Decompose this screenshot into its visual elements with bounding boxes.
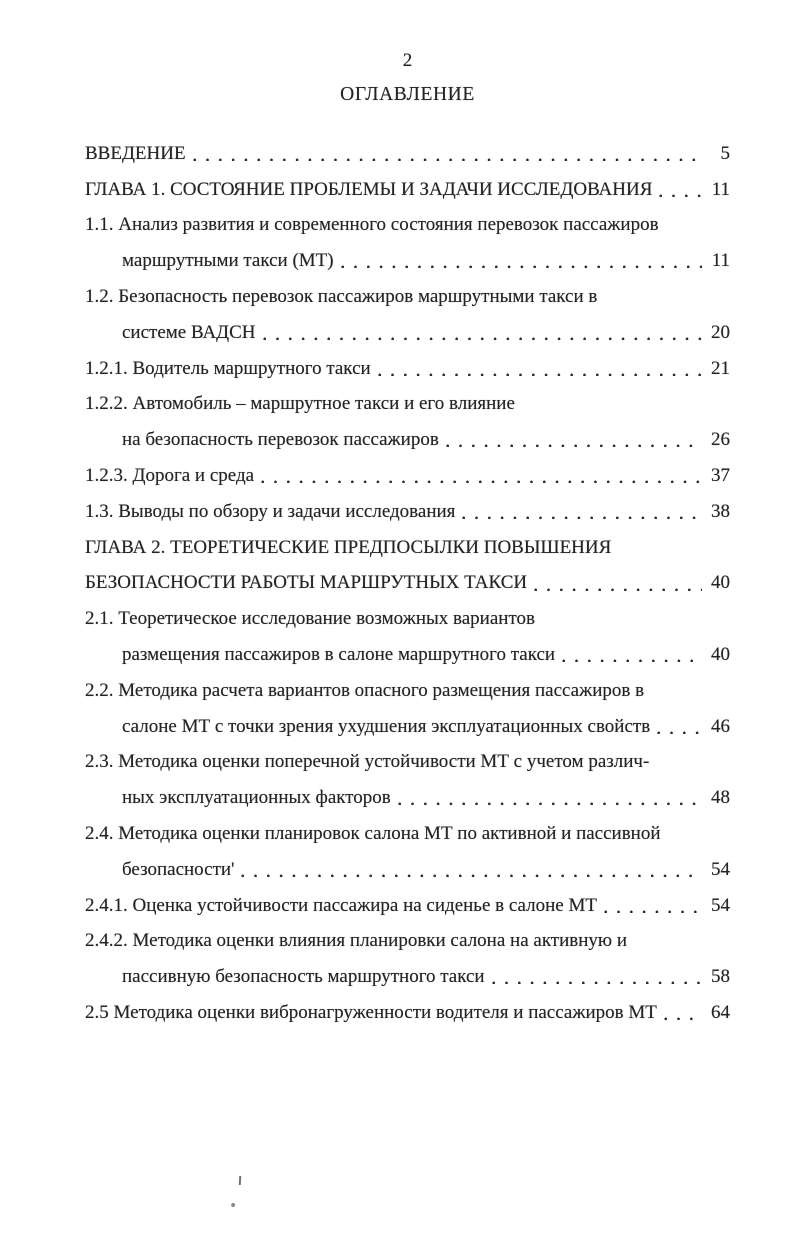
- toc-entry: [85, 387, 730, 423]
- toc-entry-text: 1.2.2. Автомобиль – маршрутное такси и его влияние: [85, 393, 515, 415]
- toc-entry: [85, 745, 730, 781]
- toc-entry-text: маршрутными такси (МТ): [122, 250, 334, 272]
- toc-leader-dots: [492, 959, 702, 995]
- toc-page-number: 20: [711, 321, 730, 343]
- toc-leader-dots: [664, 995, 702, 1031]
- scan-artifact: [230, 1202, 235, 1207]
- toc-entry: [85, 601, 730, 637]
- document-title: ОГЛАВЛЕНИЕ: [340, 84, 475, 105]
- toc-entry: [85, 494, 730, 530]
- toc-entry: [85, 530, 730, 566]
- toc-leader-dots: [462, 494, 702, 530]
- toc-entry: [85, 566, 730, 602]
- toc-entry: [85, 673, 730, 709]
- toc-entry: [85, 995, 730, 1031]
- toc-entry: [85, 709, 730, 745]
- page-number: 2: [402, 50, 413, 71]
- toc-entry-text: 1.2.1. Водитель маршрутного такси: [85, 357, 371, 379]
- toc-entry: [85, 637, 730, 673]
- toc-entry: [85, 351, 730, 387]
- toc-entry: [85, 924, 730, 960]
- toc-page-number: 11: [711, 178, 730, 200]
- toc-entry: [85, 315, 730, 351]
- toc-entry-text: размещения пассажиров в салоне маршрутного такси: [122, 644, 556, 666]
- toc-entry: [85, 422, 730, 458]
- toc-entry-text: 2.4. Методика оценки планировок салона МТ по активной и пассивной: [85, 823, 661, 845]
- toc-entry-text: 2.2. Методика расчета вариантов опасного размещения пассажиров в: [85, 679, 645, 701]
- toc-page-number: 5: [720, 142, 730, 164]
- toc-entry: [85, 243, 730, 279]
- toc-page-number: 54: [711, 894, 730, 916]
- toc-entry-text: 1.1. Анализ развития и современного состояния перевозок пассажиров: [85, 214, 659, 236]
- toc-entry-text: системе ВАДСН: [122, 321, 256, 343]
- toc-page-number: 38: [711, 500, 730, 522]
- toc-entry: [85, 136, 730, 172]
- toc-page-number: 40: [711, 644, 730, 666]
- toc-entry-text: ГЛАВА 1. СОСТОЯНИЕ ПРОБЛЕМЫ И ЗАДАЧИ ИССЛЕДОВАНИЯ: [85, 178, 653, 200]
- toc-entry-text: безопасности': [122, 858, 235, 880]
- toc-leader-dots: [657, 709, 702, 745]
- toc-entry: [85, 816, 730, 852]
- toc-page-number: 37: [711, 465, 730, 487]
- toc-entry-text: 2.1. Теоретическое исследование возможных вариантов: [85, 608, 535, 630]
- toc-entry-text: 1.2. Безопасность перевозок пассажиров маршрутными такси в: [85, 286, 598, 308]
- toc-leader-dots: [398, 780, 702, 816]
- toc-entry-text: БЕЗОПАСНОСТИ РАБОТЫ МАРШРУТНЫХ ТАКСИ: [85, 572, 528, 594]
- toc-leader-dots: [659, 172, 702, 208]
- toc-entry-text: 2.4.2. Методика оценки влияния планировки салона на активную и: [85, 930, 628, 952]
- toc-entry-text: пассивную безопасность маршрутного такси: [122, 966, 485, 988]
- toc-page-number: 40: [711, 572, 730, 594]
- toc-leader-dots: [261, 458, 702, 494]
- toc-leader-dots: [604, 888, 702, 924]
- toc-leader-dots: [341, 243, 702, 279]
- toc-leader-dots: [263, 315, 702, 351]
- toc-page-number: 54: [711, 858, 730, 880]
- toc-entry-text: 1.3. Выводы по обзору и задачи исследования: [85, 500, 456, 522]
- toc-entry: [85, 852, 730, 888]
- toc-entry-text: 2.4.1. Оценка устойчивости пассажира на сиденье в салоне МТ: [85, 894, 597, 916]
- toc-entry: [85, 458, 730, 494]
- toc-leader-dots: [534, 566, 702, 602]
- toc-entry: [85, 888, 730, 924]
- toc-entry-text: 1.2.3. Дорога и среда: [85, 465, 255, 487]
- toc-page-number: 64: [711, 1002, 730, 1024]
- toc-entry: [85, 208, 730, 244]
- toc-leader-dots: [241, 852, 702, 888]
- toc-entry-text: ных эксплуатационных факторов: [122, 787, 391, 809]
- toc-page-number: 58: [711, 966, 730, 988]
- toc-entry-text: ВВЕДЕНИЕ: [85, 142, 186, 164]
- toc-entry-text: 2.5 Методика оценки вибронагруженности водителя и пассажиров МТ: [85, 1002, 657, 1024]
- toc-page-number: 46: [711, 715, 730, 737]
- toc-entry-text: ГЛАВА 2. ТЕОРЕТИЧЕСКИЕ ПРЕДПОСЫЛКИ ПОВЫШЕНИЯ: [85, 536, 612, 558]
- toc-entry: [85, 959, 730, 995]
- toc-page-number: 11: [711, 250, 730, 272]
- toc-leader-dots: [193, 136, 702, 172]
- toc-leader-dots: [446, 422, 702, 458]
- toc-page-number: 21: [711, 357, 730, 379]
- toc-entry-text: салоне МТ с точки зрения ухудшения эксплуатационных свойств: [122, 715, 651, 737]
- toc-entry-text: 2.3. Методика оценки поперечной устойчивости МТ с учетом различ-: [85, 751, 650, 773]
- toc-entry: [85, 279, 730, 315]
- scan-artifact: [239, 1176, 241, 1185]
- toc-page-number: 48: [711, 787, 730, 809]
- toc-entry-text: на безопасность перевозок пассажиров: [122, 429, 439, 451]
- toc-entry: [85, 172, 730, 208]
- toc-leader-dots: [378, 351, 702, 387]
- toc-entry: [85, 780, 730, 816]
- toc-leader-dots: [562, 637, 702, 673]
- toc-page-number: 26: [711, 429, 730, 451]
- table-of-contents: [85, 136, 730, 1031]
